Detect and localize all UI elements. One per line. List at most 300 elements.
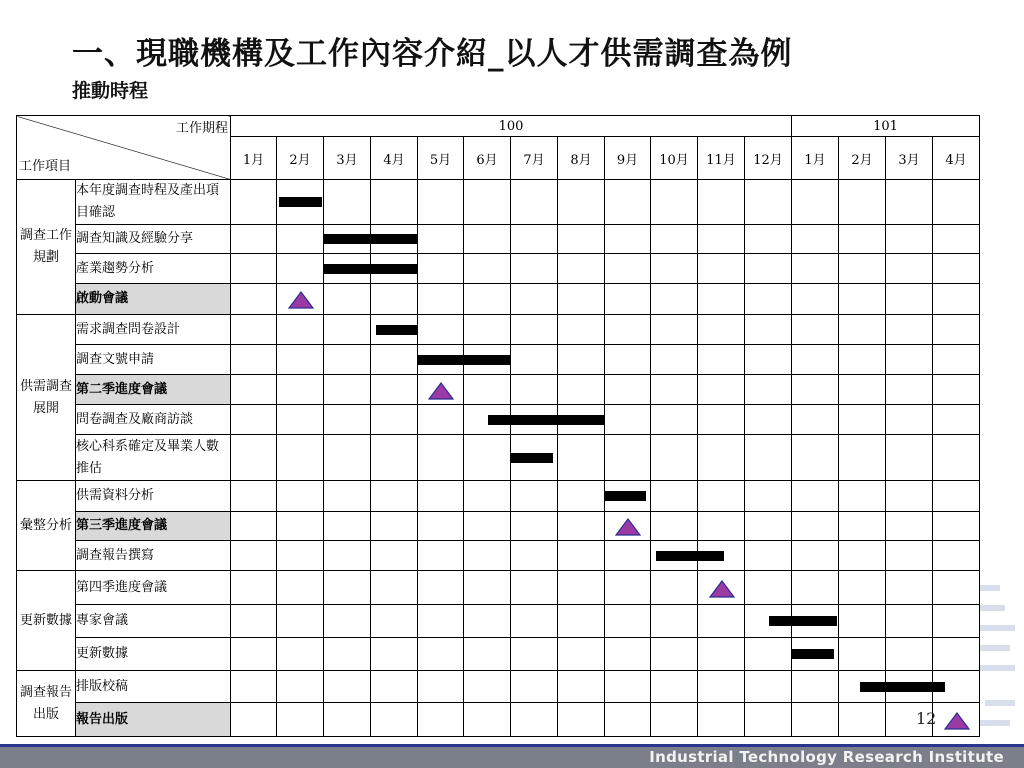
month-cell bbox=[324, 405, 371, 435]
month-cell bbox=[324, 481, 371, 512]
month-cell bbox=[933, 225, 980, 254]
task-row bbox=[17, 435, 980, 481]
month-cell bbox=[277, 671, 324, 703]
month-cell bbox=[792, 512, 839, 541]
month-cell bbox=[886, 541, 933, 571]
month-cell bbox=[464, 703, 511, 737]
month-cell bbox=[792, 671, 839, 703]
month-cell bbox=[558, 481, 605, 512]
month-cell bbox=[418, 405, 464, 435]
month-cell bbox=[464, 481, 511, 512]
month-cell bbox=[511, 512, 558, 541]
month-cell bbox=[277, 375, 324, 405]
month-cell bbox=[277, 481, 324, 512]
month-header-cell: 4月 bbox=[371, 137, 418, 180]
month-cell bbox=[324, 703, 371, 737]
month-cell bbox=[933, 180, 980, 225]
month-cell bbox=[371, 481, 418, 512]
month-cell bbox=[511, 605, 558, 638]
month-header-cell: 8月 bbox=[558, 137, 605, 180]
month-cell bbox=[371, 345, 418, 375]
month-cell bbox=[277, 315, 324, 345]
month-cell bbox=[792, 345, 839, 375]
month-cell bbox=[464, 605, 511, 638]
month-cell bbox=[651, 225, 698, 254]
group-label-cell: 調查報告出版 bbox=[17, 671, 76, 737]
year-header-cell: 100 bbox=[231, 116, 792, 137]
month-cell bbox=[651, 703, 698, 737]
month-cell bbox=[886, 345, 933, 375]
month-header-cell: 2月 bbox=[277, 137, 324, 180]
month-cell bbox=[558, 375, 605, 405]
month-cell bbox=[605, 541, 651, 571]
month-cell bbox=[605, 225, 651, 254]
month-cell bbox=[511, 284, 558, 315]
month-cell bbox=[651, 180, 698, 225]
month-cell bbox=[745, 638, 792, 671]
month-cell bbox=[651, 671, 698, 703]
month-cell bbox=[511, 180, 558, 225]
month-cell bbox=[792, 703, 839, 737]
schedule-bar bbox=[860, 682, 945, 692]
month-cell bbox=[698, 638, 745, 671]
task-label-cell: 本年度調查時程及產出項目確認 bbox=[76, 180, 231, 225]
month-cell bbox=[277, 345, 324, 375]
month-cell bbox=[464, 225, 511, 254]
month-cell bbox=[745, 405, 792, 435]
task-label-cell: 專家會議 bbox=[76, 605, 231, 638]
month-cell bbox=[277, 571, 324, 605]
task-label-cell: 報告出版 bbox=[76, 703, 231, 737]
month-cell bbox=[886, 225, 933, 254]
page-number: 12 bbox=[916, 709, 937, 728]
task-label-cell: 供需資料分析 bbox=[76, 481, 231, 512]
month-header-cell: 7月 bbox=[511, 137, 558, 180]
month-cell bbox=[418, 315, 464, 345]
task-row bbox=[17, 315, 980, 345]
task-label-cell: 調查知識及經驗分享 bbox=[76, 225, 231, 254]
month-cell bbox=[371, 375, 418, 405]
month-cell bbox=[651, 315, 698, 345]
month-cell bbox=[558, 315, 605, 345]
month-cell bbox=[651, 638, 698, 671]
task-row bbox=[17, 345, 980, 375]
month-cell bbox=[933, 375, 980, 405]
month-cell bbox=[418, 225, 464, 254]
task-row bbox=[17, 541, 980, 571]
month-cell bbox=[651, 605, 698, 638]
month-cell bbox=[418, 481, 464, 512]
month-cell bbox=[839, 435, 886, 481]
month-cell bbox=[605, 315, 651, 345]
month-cell bbox=[277, 435, 324, 481]
corner-cell bbox=[17, 116, 231, 180]
month-cell bbox=[418, 703, 464, 737]
month-cell bbox=[745, 481, 792, 512]
month-cell bbox=[933, 284, 980, 315]
month-cell bbox=[792, 375, 839, 405]
schedule-bar bbox=[376, 325, 418, 335]
month-cell bbox=[745, 180, 792, 225]
triangle-icon bbox=[944, 712, 970, 730]
month-cell bbox=[371, 571, 418, 605]
month-cell bbox=[839, 605, 886, 638]
month-cell bbox=[886, 375, 933, 405]
month-cell bbox=[231, 605, 277, 638]
month-cell bbox=[371, 180, 418, 225]
month-cell bbox=[745, 435, 792, 481]
month-cell bbox=[371, 541, 418, 571]
footer-bar bbox=[0, 744, 1024, 768]
month-cell bbox=[745, 284, 792, 315]
triangle-icon bbox=[709, 580, 735, 598]
month-cell bbox=[464, 375, 511, 405]
task-label-cell: 第二季進度會議 bbox=[76, 375, 231, 405]
month-cell bbox=[371, 605, 418, 638]
month-cell bbox=[792, 315, 839, 345]
month-cell bbox=[886, 284, 933, 315]
month-cell bbox=[698, 671, 745, 703]
month-cell bbox=[464, 571, 511, 605]
month-cell bbox=[464, 541, 511, 571]
task-row bbox=[17, 571, 980, 605]
month-cell bbox=[792, 571, 839, 605]
month-cell bbox=[231, 405, 277, 435]
month-cell bbox=[745, 541, 792, 571]
month-cell bbox=[792, 405, 839, 435]
task-label-cell: 啟動會議 bbox=[76, 284, 231, 315]
month-cell bbox=[324, 671, 371, 703]
month-cell bbox=[558, 225, 605, 254]
month-cell bbox=[511, 571, 558, 605]
month-cell bbox=[231, 284, 277, 315]
month-cell bbox=[698, 284, 745, 315]
month-cell bbox=[698, 481, 745, 512]
month-cell bbox=[605, 284, 651, 315]
month-cell bbox=[464, 435, 511, 481]
group-label-cell: 彙整分析 bbox=[17, 481, 76, 571]
month-cell bbox=[464, 315, 511, 345]
month-cell bbox=[745, 671, 792, 703]
task-label-cell: 產業趨勢分析 bbox=[76, 254, 231, 284]
month-cell bbox=[605, 638, 651, 671]
month-cell bbox=[418, 638, 464, 671]
schedule-bar bbox=[324, 264, 418, 274]
task-row bbox=[17, 375, 980, 405]
month-cell bbox=[231, 541, 277, 571]
month-cell bbox=[605, 375, 651, 405]
month-cell bbox=[231, 315, 277, 345]
month-cell bbox=[231, 225, 277, 254]
month-cell bbox=[839, 225, 886, 254]
month-cell bbox=[651, 345, 698, 375]
month-header-cell: 9月 bbox=[605, 137, 651, 180]
month-cell bbox=[418, 435, 464, 481]
month-cell bbox=[418, 180, 464, 225]
task-label-cell: 問卷調查及廠商訪談 bbox=[76, 405, 231, 435]
month-cell bbox=[511, 638, 558, 671]
month-header-cell: 1月 bbox=[792, 137, 839, 180]
month-cell bbox=[231, 638, 277, 671]
month-cell bbox=[511, 315, 558, 345]
month-cell bbox=[839, 315, 886, 345]
month-cell bbox=[933, 254, 980, 284]
month-cell bbox=[511, 345, 558, 375]
month-cell bbox=[558, 180, 605, 225]
month-cell bbox=[324, 375, 371, 405]
month-cell bbox=[792, 481, 839, 512]
month-cell bbox=[277, 703, 324, 737]
month-cell bbox=[231, 481, 277, 512]
month-cell bbox=[231, 671, 277, 703]
month-cell bbox=[371, 703, 418, 737]
month-cell bbox=[651, 375, 698, 405]
month-header-cell: 2月 bbox=[839, 137, 886, 180]
task-label-cell: 調查文號申請 bbox=[76, 345, 231, 375]
month-header-cell: 12月 bbox=[745, 137, 792, 180]
schedule-bar bbox=[605, 491, 646, 501]
month-cell bbox=[558, 638, 605, 671]
month-cell bbox=[511, 481, 558, 512]
month-cell bbox=[839, 254, 886, 284]
month-cell bbox=[886, 180, 933, 225]
task-row bbox=[17, 512, 980, 541]
month-header-cell: 3月 bbox=[886, 137, 933, 180]
month-cell bbox=[792, 435, 839, 481]
month-cell bbox=[231, 435, 277, 481]
month-cell bbox=[324, 512, 371, 541]
month-cell bbox=[651, 481, 698, 512]
month-cell bbox=[418, 284, 464, 315]
group-label-cell: 調查工作規劃 bbox=[17, 180, 76, 315]
month-cell bbox=[371, 638, 418, 671]
month-cell bbox=[698, 605, 745, 638]
month-cell bbox=[933, 435, 980, 481]
month-cell bbox=[605, 405, 651, 435]
task-label-cell: 核心科系確定及畢業人數推估 bbox=[76, 435, 231, 481]
month-cell bbox=[464, 254, 511, 284]
task-row bbox=[17, 703, 980, 737]
schedule-bar bbox=[324, 234, 418, 244]
month-cell bbox=[792, 284, 839, 315]
schedule-bar bbox=[279, 197, 321, 207]
task-label-cell: 第三季進度會議 bbox=[76, 512, 231, 541]
month-cell bbox=[839, 180, 886, 225]
month-cell bbox=[277, 254, 324, 284]
month-cell bbox=[698, 225, 745, 254]
month-cell bbox=[745, 345, 792, 375]
month-cell bbox=[933, 405, 980, 435]
month-cell bbox=[324, 315, 371, 345]
month-header-cell: 3月 bbox=[324, 137, 371, 180]
schedule-bar bbox=[792, 649, 834, 659]
triangle-icon bbox=[615, 518, 641, 536]
month-cell bbox=[558, 345, 605, 375]
month-cell bbox=[324, 435, 371, 481]
month-cell bbox=[324, 571, 371, 605]
triangle-icon bbox=[428, 382, 454, 400]
month-cell bbox=[839, 375, 886, 405]
month-cell bbox=[511, 254, 558, 284]
month-cell bbox=[698, 375, 745, 405]
schedule-bar bbox=[656, 551, 724, 561]
schedule-bar bbox=[511, 453, 553, 463]
month-cell bbox=[886, 435, 933, 481]
month-cell bbox=[886, 605, 933, 638]
month-header-cell: 1月 bbox=[231, 137, 277, 180]
month-cell bbox=[698, 405, 745, 435]
month-cell bbox=[839, 512, 886, 541]
month-cell bbox=[277, 225, 324, 254]
month-cell bbox=[231, 571, 277, 605]
corner-label-period: 工作期程 bbox=[175, 121, 228, 136]
month-cell bbox=[839, 541, 886, 571]
month-cell bbox=[792, 254, 839, 284]
month-cell bbox=[324, 638, 371, 671]
month-cell bbox=[839, 405, 886, 435]
month-cell bbox=[324, 284, 371, 315]
month-cell bbox=[464, 180, 511, 225]
month-cell bbox=[511, 703, 558, 737]
month-header-cell: 11月 bbox=[698, 137, 745, 180]
month-cell bbox=[371, 405, 418, 435]
month-cell bbox=[558, 512, 605, 541]
month-cell bbox=[277, 605, 324, 638]
month-cell bbox=[933, 345, 980, 375]
month-header-cell: 4月 bbox=[933, 137, 980, 180]
month-cell bbox=[933, 541, 980, 571]
month-cell bbox=[886, 405, 933, 435]
month-header-cell: 10月 bbox=[651, 137, 698, 180]
month-cell bbox=[651, 571, 698, 605]
month-cell bbox=[418, 254, 464, 284]
month-cell bbox=[745, 571, 792, 605]
month-header-cell: 5月 bbox=[418, 137, 464, 180]
task-row bbox=[17, 638, 980, 671]
month-cell bbox=[324, 345, 371, 375]
month-cell bbox=[605, 435, 651, 481]
gantt-table bbox=[16, 115, 980, 737]
month-cell bbox=[792, 541, 839, 571]
footer-institute-name: Industrial Technology Research Institute bbox=[649, 748, 1004, 766]
month-cell bbox=[839, 284, 886, 315]
task-row bbox=[17, 254, 980, 284]
month-cell bbox=[745, 703, 792, 737]
month-cell bbox=[231, 375, 277, 405]
month-cell bbox=[418, 512, 464, 541]
month-cell bbox=[933, 571, 980, 605]
slide-subtitle: 推動時程 bbox=[72, 80, 149, 102]
month-cell bbox=[511, 225, 558, 254]
month-cell bbox=[464, 284, 511, 315]
slide-title: 一、現職機構及工作內容介紹_以人才供需調查為例 bbox=[72, 36, 793, 72]
month-cell bbox=[745, 254, 792, 284]
month-cell bbox=[698, 254, 745, 284]
task-label-cell: 需求調查問卷設計 bbox=[76, 315, 231, 345]
month-cell bbox=[698, 435, 745, 481]
month-cell bbox=[558, 541, 605, 571]
task-row bbox=[17, 284, 980, 315]
month-cell bbox=[324, 541, 371, 571]
month-cell bbox=[558, 703, 605, 737]
month-cell bbox=[839, 638, 886, 671]
month-cell bbox=[231, 180, 277, 225]
triangle-icon bbox=[288, 291, 314, 309]
task-label-cell: 第四季進度會議 bbox=[76, 571, 231, 605]
month-cell bbox=[558, 671, 605, 703]
month-cell bbox=[933, 315, 980, 345]
month-cell bbox=[418, 605, 464, 638]
month-cell bbox=[558, 571, 605, 605]
task-row bbox=[17, 671, 980, 703]
month-cell bbox=[933, 481, 980, 512]
task-row bbox=[17, 405, 980, 435]
month-cell bbox=[605, 254, 651, 284]
month-cell bbox=[605, 180, 651, 225]
month-cell bbox=[231, 345, 277, 375]
month-cell bbox=[886, 638, 933, 671]
month-cell bbox=[886, 512, 933, 541]
task-row bbox=[17, 225, 980, 254]
month-cell bbox=[651, 435, 698, 481]
schedule-bar bbox=[418, 355, 511, 365]
group-label-cell: 更新數據 bbox=[17, 571, 76, 671]
month-cell bbox=[605, 571, 651, 605]
month-cell bbox=[511, 541, 558, 571]
month-cell bbox=[698, 315, 745, 345]
month-cell bbox=[277, 638, 324, 671]
month-cell bbox=[745, 512, 792, 541]
task-label-cell: 更新數據 bbox=[76, 638, 231, 671]
month-cell bbox=[886, 254, 933, 284]
month-cell bbox=[698, 512, 745, 541]
task-label-cell: 排版校稿 bbox=[76, 671, 231, 703]
group-label-cell: 供需調查展開 bbox=[17, 315, 76, 481]
month-cell bbox=[933, 638, 980, 671]
month-cell bbox=[418, 571, 464, 605]
year-header-cell: 101 bbox=[792, 116, 980, 137]
task-row bbox=[17, 605, 980, 638]
month-cell bbox=[792, 225, 839, 254]
month-cell bbox=[231, 512, 277, 541]
month-cell bbox=[371, 284, 418, 315]
month-cell bbox=[698, 180, 745, 225]
task-label-cell: 調查報告撰寫 bbox=[76, 541, 231, 571]
month-cell bbox=[698, 345, 745, 375]
month-cell bbox=[886, 481, 933, 512]
month-cell bbox=[464, 671, 511, 703]
month-cell bbox=[792, 180, 839, 225]
task-row bbox=[17, 180, 980, 225]
month-cell bbox=[558, 605, 605, 638]
month-cell bbox=[464, 512, 511, 541]
year-header-row bbox=[17, 116, 980, 137]
month-cell bbox=[605, 671, 651, 703]
month-cell bbox=[277, 512, 324, 541]
month-cell bbox=[371, 671, 418, 703]
month-cell bbox=[231, 254, 277, 284]
month-cell bbox=[558, 254, 605, 284]
month-cell bbox=[651, 405, 698, 435]
month-cell bbox=[605, 703, 651, 737]
month-cell bbox=[371, 512, 418, 541]
month-cell bbox=[886, 571, 933, 605]
month-cell bbox=[277, 405, 324, 435]
month-cell bbox=[231, 703, 277, 737]
schedule-bar bbox=[769, 616, 837, 626]
month-cell bbox=[745, 225, 792, 254]
month-cell bbox=[558, 284, 605, 315]
